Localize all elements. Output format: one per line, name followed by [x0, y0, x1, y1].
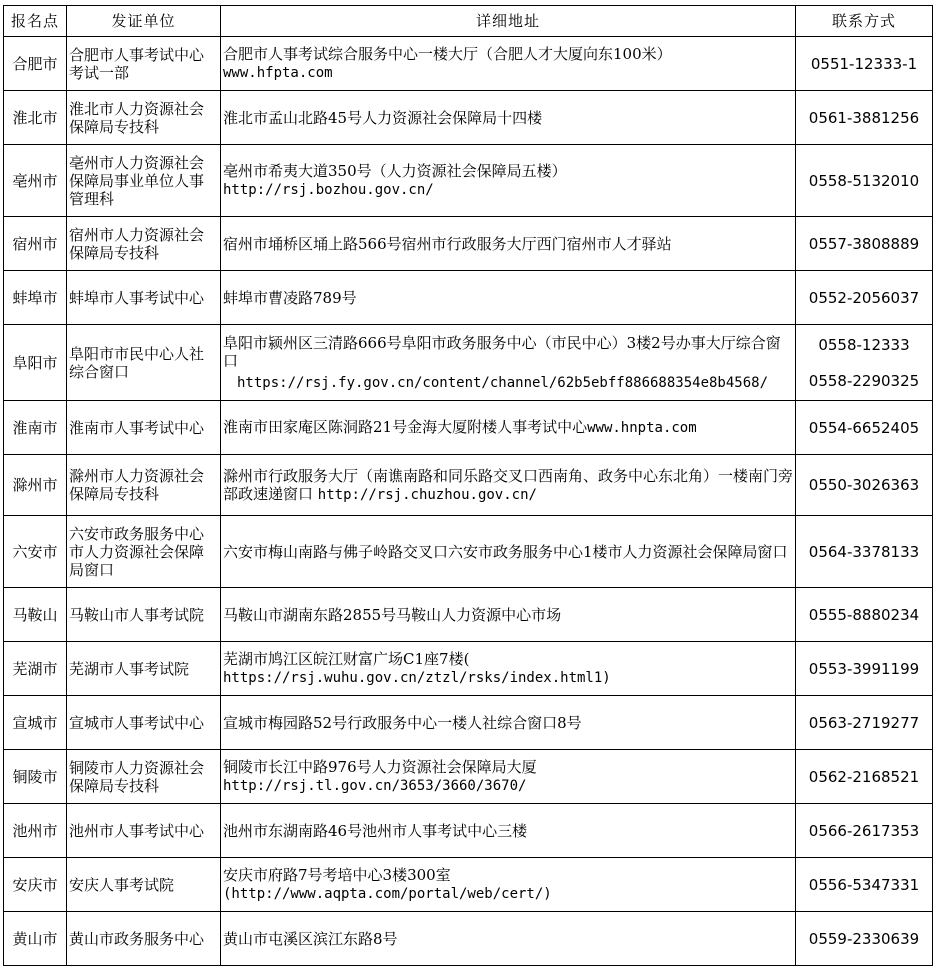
row-address: 安庆市府路7号考培中心3楼300室 (http://www.aqpta.com/portal/web/cert/) — [221, 858, 796, 912]
table-row — [4, 455, 933, 516]
row-phone: 0564-3378133 — [796, 516, 933, 588]
table-row — [4, 325, 933, 401]
row-phone: 0555-8880234 — [796, 588, 933, 642]
row-phone: 0552-2056037 — [796, 271, 933, 325]
table-row — [4, 588, 933, 642]
row-phone: 0562-2168521 — [796, 750, 933, 804]
row-address: 黄山市屯溪区滨江东路8号 — [221, 912, 796, 966]
row-address: 淮北市孟山北路45号人力资源社会保障局十四楼 — [221, 91, 796, 145]
table-row — [4, 37, 933, 91]
table-row — [4, 516, 933, 588]
table-row — [4, 750, 933, 804]
row-city: 滁州市 — [4, 455, 67, 516]
row-phone-secondary: 0558-2290325 — [808, 371, 920, 390]
row-address: 阜阳市颍州区三清路666号阜阳市政务服务中心（市民中心）3楼2号办事大厅综合窗口 https://rsj.fy.gov.cn/content/channel/62b5ebff886688354e8b4568/ — [221, 325, 796, 401]
row-address: 芜湖市鸠江区皖江财富广场C1座7楼( https://rsj.wuhu.gov.cn/ztzl/rsks/index.html1) — [221, 642, 796, 696]
row-unit: 马鞍山市人事考试院 — [67, 588, 221, 642]
row-city: 淮北市 — [4, 91, 67, 145]
row-unit: 安庆人事考试院 — [67, 858, 221, 912]
row-address: 宣城市梅园路52号行政服务中心一楼人社综合窗口8号 — [221, 696, 796, 750]
row-url[interactable]: http://rsj.bozhou.gov.cn/ — [223, 182, 434, 198]
row-unit: 宿州市人力资源社会保障局专技科 — [67, 217, 221, 271]
row-city: 马鞍山 — [4, 588, 67, 642]
row-phone: 0563-2719277 — [796, 696, 933, 750]
row-unit: 淮北市人力资源社会保障局专技科 — [67, 91, 221, 145]
row-phone: 0557-3808889 — [796, 217, 933, 271]
row-url[interactable]: (http://www.aqpta.com/portal/web/cert/) — [223, 886, 552, 902]
header-city: 报名点 — [4, 6, 67, 37]
row-address: 铜陵市长江中路976号人力资源社会保障局大厦 http://rsj.tl.gov.cn/3653/3660/3670/ — [221, 750, 796, 804]
row-phone: 0558-5132010 — [796, 145, 933, 217]
row-address: 合肥市人事考试综合服务中心一楼大厅（合肥人才大厦向东100米） www.hfpta.com — [221, 37, 796, 91]
row-phone-primary: 0558-12333 — [818, 335, 910, 354]
row-city: 阜阳市 — [4, 325, 67, 401]
table-row — [4, 271, 933, 325]
table-row — [4, 642, 933, 696]
row-city: 铜陵市 — [4, 750, 67, 804]
row-address: 马鞍山市湖南东路2855号马鞍山人力资源中心市场 — [221, 588, 796, 642]
table-row — [4, 912, 933, 966]
header-contact: 联系方式 — [796, 6, 933, 37]
row-address: 淮南市田家庵区陈洞路21号金海大厦附楼人事考试中心www.hnpta.com — [221, 401, 796, 455]
row-unit: 芜湖市人事考试院 — [67, 642, 221, 696]
row-address: 亳州市希夷大道350号（人力资源社会保障局五楼） http://rsj.bozhou.gov.cn/ — [221, 145, 796, 217]
row-city: 池州市 — [4, 804, 67, 858]
row-address: 池州市东湖南路46号池州市人事考试中心三楼 — [221, 804, 796, 858]
row-unit: 亳州市人力资源社会保障局事业单位人事管理科 — [67, 145, 221, 217]
row-unit: 池州市人事考试中心 — [67, 804, 221, 858]
row-address: 蚌埠市曹凌路789号 — [221, 271, 796, 325]
row-city: 亳州市 — [4, 145, 67, 217]
row-unit: 蚌埠市人事考试中心 — [67, 271, 221, 325]
row-unit: 淮南市人事考试中心 — [67, 401, 221, 455]
row-city: 蚌埠市 — [4, 271, 67, 325]
row-url[interactable]: http://rsj.chuzhou.gov.cn/ — [317, 486, 537, 503]
header-address: 详细地址 — [221, 6, 796, 37]
row-unit: 阜阳市市民中心人社综合窗口 — [67, 325, 221, 401]
row-phone — [796, 325, 933, 401]
row-city: 宣城市 — [4, 696, 67, 750]
row-phone: 0556-5347331 — [796, 858, 933, 912]
row-url[interactable]: www.hfpta.com — [223, 65, 333, 81]
row-unit: 六安市政务服务中心市人力资源社会保障局窗口 — [67, 516, 221, 588]
row-city: 芜湖市 — [4, 642, 67, 696]
row-phone: 0554-6652405 — [796, 401, 933, 455]
row-phone: 0561-3881256 — [796, 91, 933, 145]
row-phone: 0566-2617353 — [796, 804, 933, 858]
row-phone: 0553-3991199 — [796, 642, 933, 696]
table-row — [4, 217, 933, 271]
row-url[interactable]: http://rsj.tl.gov.cn/3653/3660/3670/ — [223, 778, 527, 794]
row-address: 六安市梅山南路与佛子岭路交叉口六安市政务服务中心1楼市人力资源社会保障局窗口 — [221, 516, 796, 588]
row-unit: 合肥市人事考试中心考试一部 — [67, 37, 221, 91]
row-city: 黄山市 — [4, 912, 67, 966]
row-phone: 0550-3026363 — [796, 455, 933, 516]
row-city: 淮南市 — [4, 401, 67, 455]
table-row — [4, 91, 933, 145]
table-header-row — [4, 6, 933, 37]
row-city: 安庆市 — [4, 858, 67, 912]
table-row — [4, 696, 933, 750]
row-address: 宿州市埇桥区埇上路566号宿州市行政服务大厅西门宿州市人才驿站 — [221, 217, 796, 271]
table-row — [4, 858, 933, 912]
exam-sites-table — [3, 5, 933, 966]
row-address: 滁州市行政服务大厅（南谯南路和同乐路交叉口西南角、政务中心东北角）一楼南门旁部政速递窗口 http://rsj.chuzhou.gov.cn/ — [221, 455, 796, 516]
row-unit: 黄山市政务服务中心 — [67, 912, 221, 966]
row-phone: 0551-12333-1 — [796, 37, 933, 91]
row-phone: 0559-2330639 — [796, 912, 933, 966]
row-url[interactable]: www.hnpta.com — [587, 420, 697, 436]
row-city: 宿州市 — [4, 217, 67, 271]
row-url[interactable]: https://rsj.fy.gov.cn/content/channel/62b5ebff886688354e8b4568/ — [237, 374, 769, 391]
table-row — [4, 804, 933, 858]
table-row — [4, 401, 933, 455]
table-row — [4, 145, 933, 217]
row-unit: 滁州市人力资源社会保障局专技科 — [67, 455, 221, 516]
row-unit: 宣城市人事考试中心 — [67, 696, 221, 750]
header-unit: 发证单位 — [67, 6, 221, 37]
row-url[interactable]: https://rsj.wuhu.gov.cn/ztzl/rsks/index.html1) — [223, 670, 611, 686]
row-city: 合肥市 — [4, 37, 67, 91]
row-city: 六安市 — [4, 516, 67, 588]
row-unit: 铜陵市人力资源社会保障局专技科 — [67, 750, 221, 804]
